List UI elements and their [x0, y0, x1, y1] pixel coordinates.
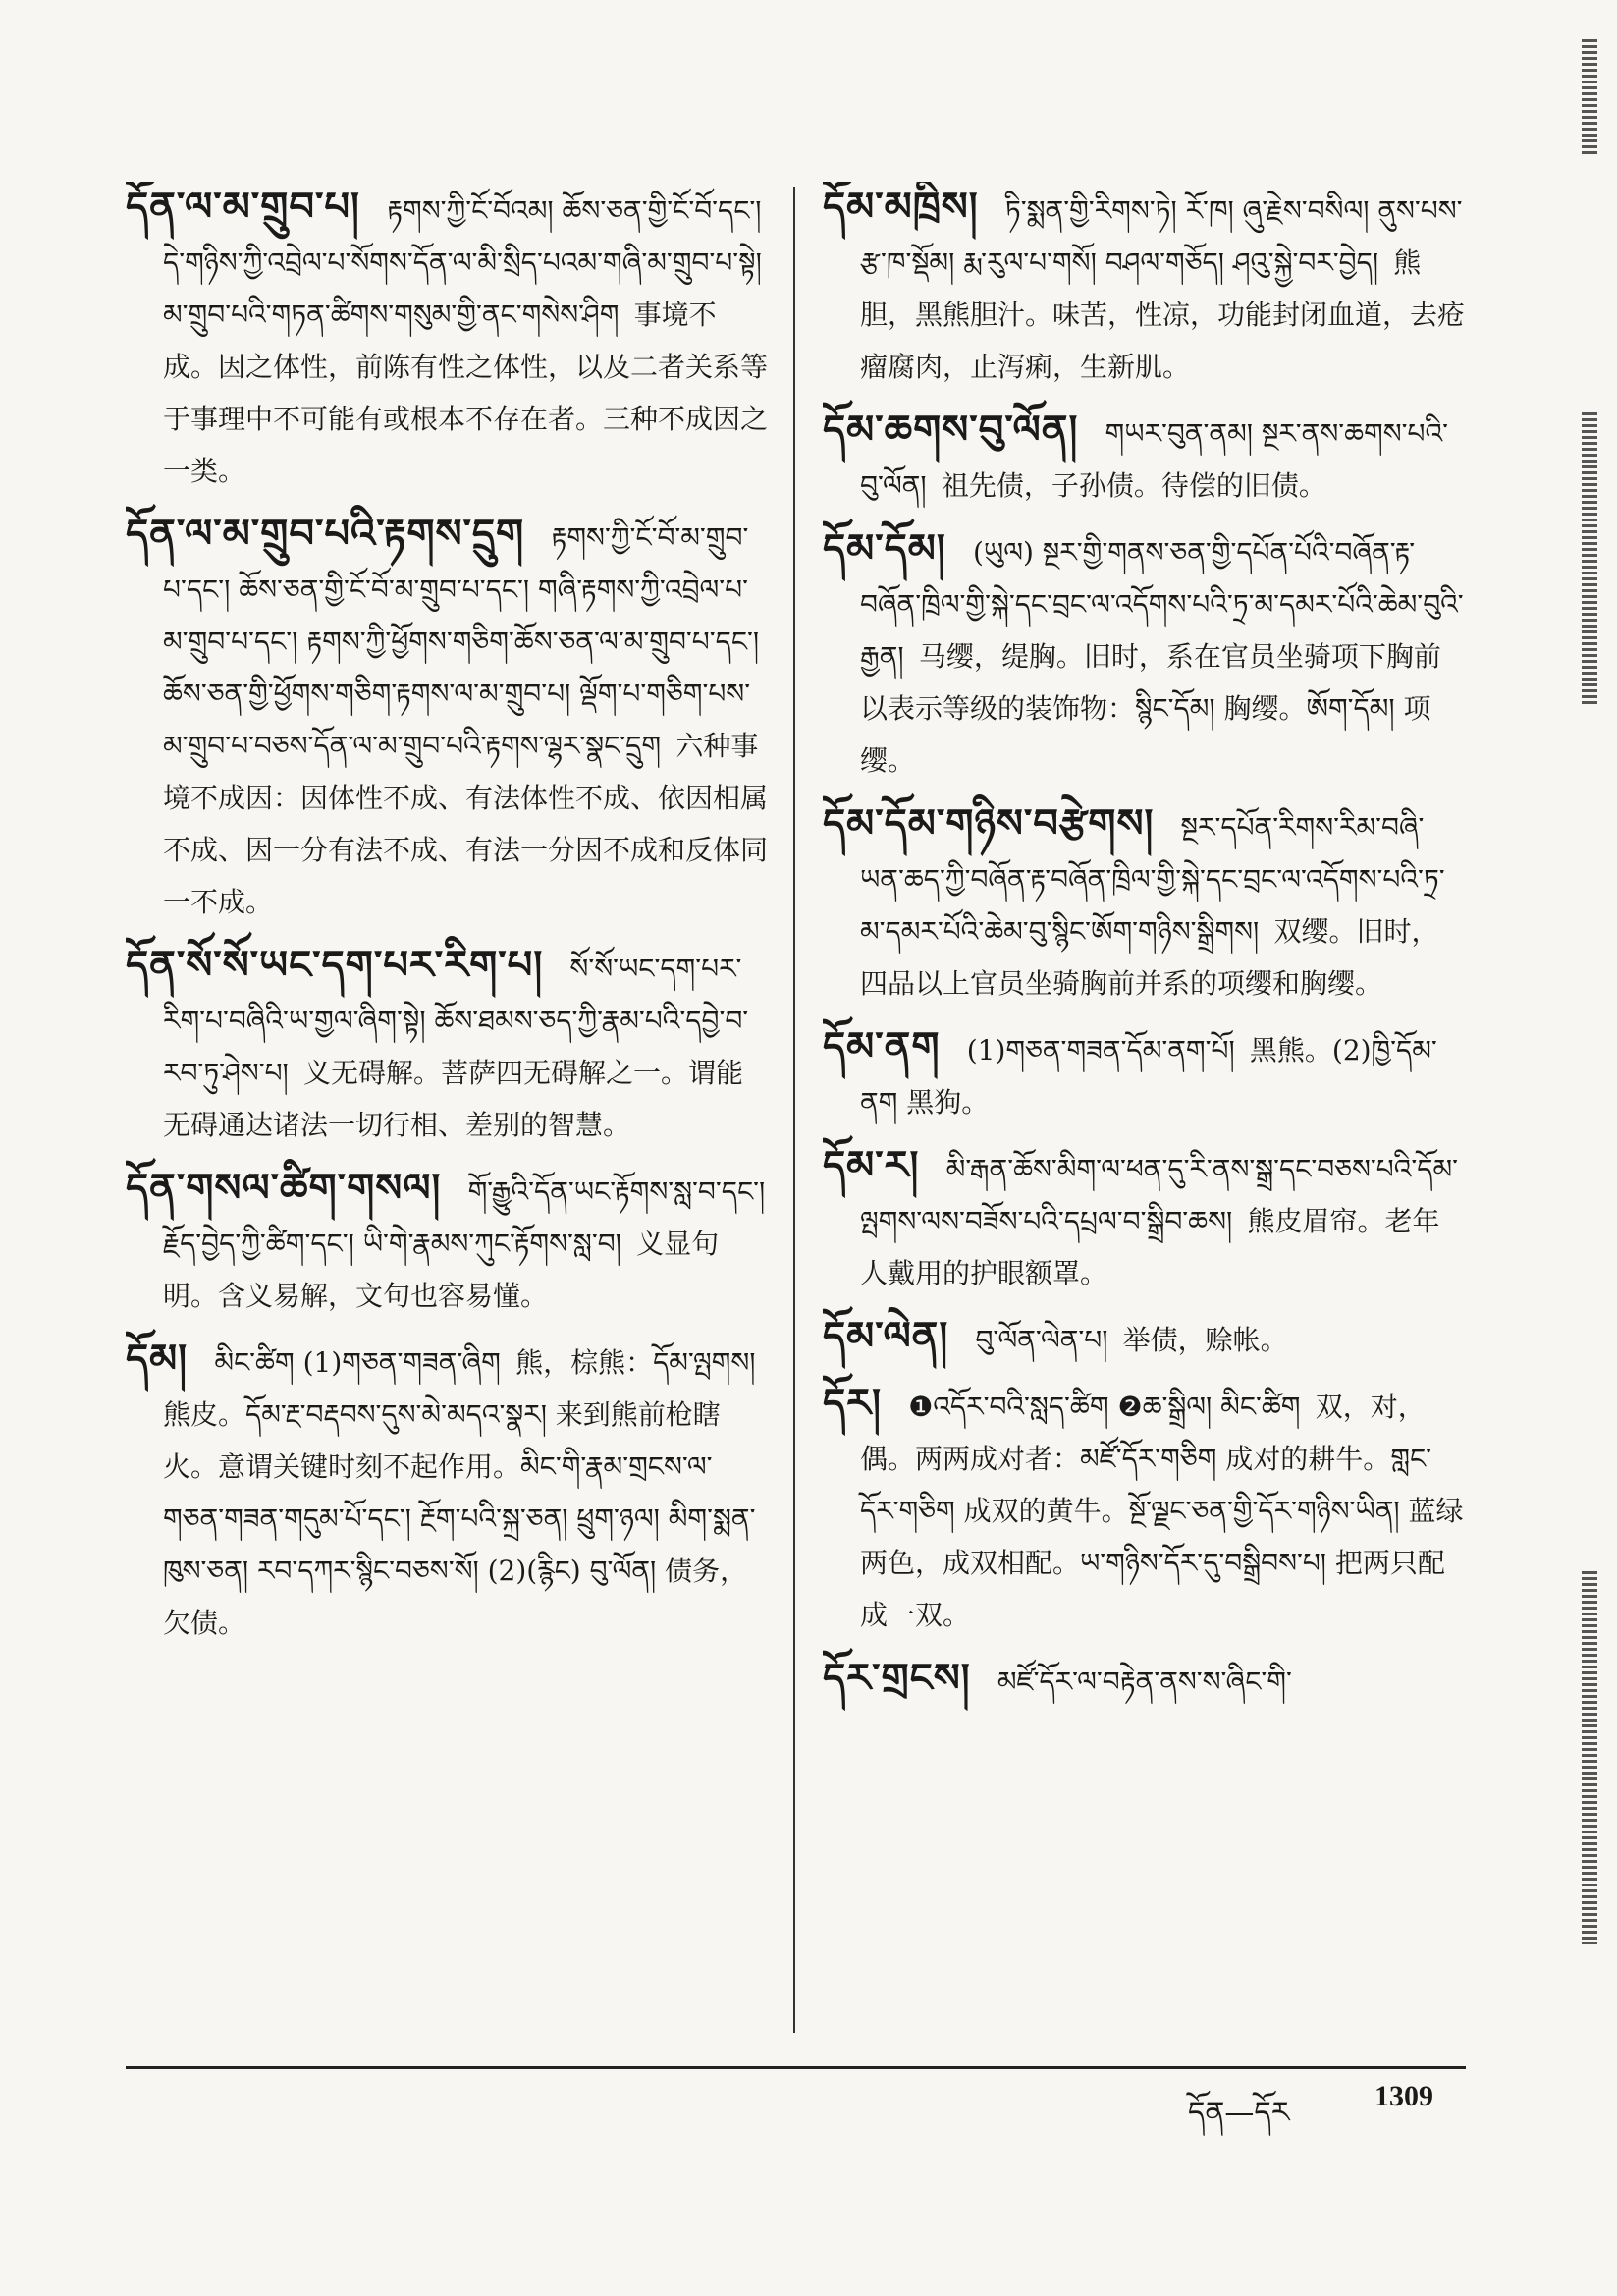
scan-edge-mark — [1582, 39, 1597, 157]
chinese-definition: 双缨。旧时，四品以上官员坐骑胸前并系的项缨和胸缨。 — [860, 915, 1439, 1000]
headword: དོམ་ལེན། — [823, 1313, 949, 1359]
headword: དོམ་མཁྲིས། — [823, 184, 979, 230]
right-column — [823, 182, 1466, 2038]
headword: དོམ། — [126, 1336, 189, 1382]
tibetan-definition: རྟགས་ཀྱི་ངོ་བོ་མ་གྲུབ་པ་དང་། ཆོས་ཅན་གྱི་ངོ་བོ་མ་གྲུབ་པ་དང་། གཞི་རྟགས་ཀྱི་འབྲེལ་པ་མ་གྲུབ་པ་དང་། རྟགས་ཀྱི་ཕྱོགས་གཅིག་ཆོས་ཅན་ལ་མ་གྲུབ་པ་དང་། ཆོས་ཅན་གྱི་ཕྱོགས་གཅིག་རྟགས་ལ་མ་གྲུབ་པ། ལྡོག་པ་གཅིག་པས་མ་གྲུབ་པ་བཅས་དོན་ལ་མ་གྲུབ་པའི་རྟགས་ལྷར་སྣང་དྲུག — [163, 521, 760, 762]
page-number: 1309 — [1374, 2080, 1433, 2112]
tibetan-definition: གཡར་བུན་ནམ། སྔར་ནས་ཆགས་པའི་བུ་ལོན། — [860, 417, 1449, 502]
chinese-definition: 熊，棕熊：དོམ་ལྤགས། 熊皮。དོམ་རྔ་བརྡབས་དུས་མེ་མདའ་སྣར། 来到熊前枪瞎火。意谓关键时刻不起作用。མིང་གི་རྣམ་གྲངས་ལ་གཅན་གཟན་གདུམ་པོ་དང་། རྔོག་པའི་སྐྲ་ཅན། ཕྲུག་ཉལ། མིག་སྨན་ཁུས་ཅན། རབ་དཀར་སྙིང་བཅས་སོ། (2)(རྙིང) བུ་ལོན། 债务，欠债。 — [163, 1346, 756, 1639]
chinese-definition: 双，对，偶。两两成对者：མཛོ་དོར་གཅིག 成对的耕牛。གླང་དོར་གཅིག 成双的黄牛。སྔོ་ལྗང་ཅན་གྱི་དོར་གཉིས་ཡིན། 蓝绿两色，成双相配。ཡ་གཉིས་དོར་དུ་བསྒྲིབས་པ། 把两只配成一双。 — [860, 1391, 1464, 1631]
tibetan-definition: གོ་རྒྱུའི་དོན་ཡང་རྟོགས་སླ་བ་དང་། རྗོད་བྱེད་ཀྱི་ཚིག་དང་། ཡི་གེ་རྣམས་ཀུང་རྟོགས་སླ་བ། — [163, 1175, 766, 1260]
headword: དོན་ལ་མ་གྲུབ་པ། — [126, 184, 360, 230]
headword: དོན་སོ་སོ་ཡང་དག་པར་རིག་པ། — [126, 942, 544, 988]
dictionary-entry — [823, 1378, 1466, 1641]
guide-words: དོན—དོར — [1188, 2096, 1290, 2130]
left-column — [126, 182, 769, 2038]
chinese-definition: 举债，赊帐。 — [1122, 1324, 1288, 1356]
scan-edge-mark — [1582, 412, 1597, 707]
headword: དོམ་ཆགས་བུ་ལོན། — [823, 407, 1079, 453]
tibetan-definition: མཛོ་དོར་ལ་བརྟེན་ནས་ས་ཞིང་གི་ — [997, 1666, 1292, 1698]
dictionary-entry — [126, 182, 769, 497]
dictionary-entry — [823, 1140, 1466, 1299]
chinese-definition: 义无碍解。菩萨四无碍解之一。谓能无碍通达诸法一切行相、差别的智慧。 — [163, 1057, 743, 1141]
headword: དོམ་དོམ་གཉིས་བརྩེགས། — [823, 800, 1155, 847]
tibetan-definition: བུ་ལོན་ལེན་པ། — [975, 1324, 1108, 1356]
footer-rule — [126, 2066, 1466, 2069]
chinese-definition: 黑熊。(2)ཁྱི་དོམ་ནག 黑狗。 — [860, 1034, 1437, 1119]
headword: དོན་ལ་མ་གྲུབ་པའི་རྟགས་དྲུག — [126, 511, 525, 557]
chinese-definition: 马缨，缇胸。旧时，系在官员坐骑项下胸前以表示等级的装饰物：སྙིང་དོམ། 胸缨。ཨོག་དོམ། 项缨。 — [860, 640, 1441, 777]
headword: དོན་གསལ་ཚིག་གསལ། — [126, 1165, 442, 1211]
chinese-definition: 熊胆，黑熊胆汁。味苦，性凉，功能封闭血道，去疮瘤腐肉，止泻痢，生新肌。 — [860, 246, 1466, 383]
dictionary-entry — [823, 1653, 1466, 1708]
column-divider — [793, 187, 795, 2033]
tibetan-definition: མི་རྒན་ཆོས་མིག་ལ་ཕན་དུ་རི་ནས་སྒྲ་དང་བཅས་པའི་དོམ་ལྤགས་ལས་བཟོས་པའི་དཔྲལ་བ་སྒྲིབ་ཆས། — [860, 1153, 1459, 1237]
dictionary-entry — [126, 940, 769, 1151]
chinese-definition: 事境不成。因之体性，前陈有性之体性，以及二者关系等于事理中不可能有或根本不存在者。三种不成因之一类。 — [163, 299, 769, 487]
tibetan-definition: (1)གཅན་གཟན་དོམ་ནག་པོ། — [966, 1034, 1235, 1066]
tibetan-definition: མིང་ཚིག (1)གཅན་གཟན་ཞིག — [214, 1346, 501, 1379]
tibetan-definition: (ཡུལ) སྔར་གྱི་གནས་ཅན་གྱི་དཔོན་པོའི་བཞོན་རྟ་བཞོན་ཁྲིལ་གྱི་སྐེ་དང་བྲང་ལ་འདོགས་པའི་ཏྲ་མ་དམར་པོའི་ཆེམ་བུའི་རྒྱན། — [860, 536, 1464, 673]
dictionary-entry — [823, 523, 1466, 787]
dictionary-entry — [823, 1021, 1466, 1128]
tibetan-definition: ❶འདོར་བའི་སླད་ཚིག ❷ཆ་སྒྲིལ། མིང་ཚིག — [908, 1391, 1301, 1423]
chinese-definition: 六种事境不成因：因体性不成、有法体性不成、依因相属不成、因一分有法不成、有法一分因不成和反体同一不成。 — [163, 730, 769, 918]
dictionary-entry — [823, 182, 1466, 393]
dictionary-entry — [823, 1311, 1466, 1366]
headword: དོམ་ནག — [823, 1023, 941, 1069]
tibetan-definition: ཏི་སྨན་གྱི་རིགས་ཏེ། རོ་ཁ། ཞུ་རྗེས་བསིལ། ནུས་པས་རྩ་ཁ་སྡོམ། རྨ་རུལ་པ་གསོ། བཤལ་གཅོད། ཤའུ་སྐྱེ་བར་བྱེད། — [860, 194, 1463, 279]
tibetan-definition: སྔར་དཔོན་རིགས་རིམ་བཞི་ཡན་ཆད་ཀྱི་བཞོན་རྟ་བཞོན་ཁྲིལ་གྱི་སྐེ་དང་བྲང་ལ་འདོགས་པའི་ཏྲ་མ་དམར་པོའི་ཆེམ་བུ་སྙིང་ཨོག་གཉིས་སྒྲིགས། — [860, 811, 1445, 948]
dictionary-entry — [126, 509, 769, 928]
headword: དོར། — [823, 1380, 882, 1426]
scan-edge-mark — [1582, 1571, 1597, 1944]
chinese-definition: 祖先债，子孙债。待偿的旧债。 — [941, 469, 1326, 502]
chinese-definition: 义显句明。含义易解，文句也容易懂。 — [163, 1228, 720, 1312]
headword: དོམ་དོམ། — [823, 525, 946, 572]
dictionary-entry — [126, 1163, 769, 1322]
headword: དོར་གྲངས། — [823, 1655, 971, 1701]
headword: དོམ་ར། — [823, 1142, 920, 1188]
dictionary-entry — [126, 1334, 769, 1649]
dictionary-entry — [823, 405, 1466, 512]
chinese-definition: 熊皮眉帘。老年人戴用的护眼额罩。 — [860, 1205, 1440, 1289]
tibetan-definition: སོ་སོ་ཡང་དག་པར་རིག་པ་བཞིའི་ཡ་གྱལ་ཞིག་སྟེ། ཆོས་ཐམས་ཅད་ཀྱི་རྣམ་པའི་དབྱེ་བ་རབ་ཏུ་ཤེས་པ། — [163, 953, 749, 1089]
tibetan-definition: རྟགས་ཀྱི་ངོ་བོའམ། ཆོས་ཅན་གྱི་ངོ་བོ་དང་། དེ་གཉིས་ཀྱི་འབྲེལ་པ་སོགས་དོན་ལ་མི་སྲིད་པའམ་གཞི་མ་གྲུབ་པ་སྟེ། མ་གྲུབ་པའི་གཏན་ཚིགས་གསུམ་གྱི་ནང་གསེས་ཤིག — [163, 194, 762, 331]
dictionary-entry — [823, 798, 1466, 1010]
